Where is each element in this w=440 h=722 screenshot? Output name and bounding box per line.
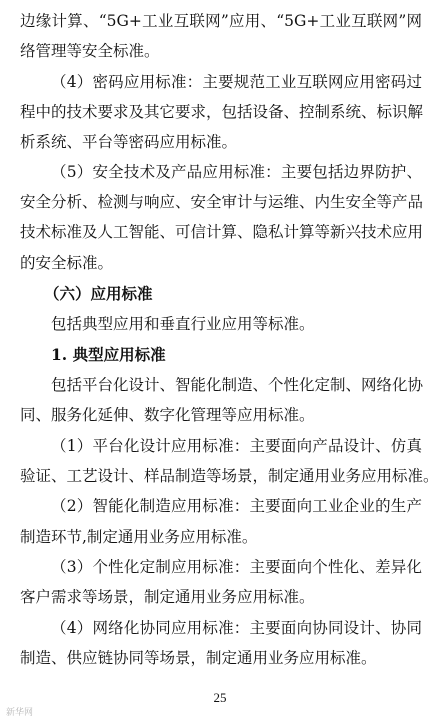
text-line: 络管理等安全标准。 <box>20 42 160 60</box>
text-line: 包括典型应用和垂直行业应用等标准。 <box>51 315 315 333</box>
text-line: 程中的技术要求及其它要求，包括设备、控制系统、标识解 <box>20 103 424 121</box>
text-line: （2）智能化制造应用标准：主要面向工业企业的生产 <box>51 497 422 515</box>
text-line: 制造环节,制定通用业务应用标准。 <box>20 528 258 546</box>
text-line: 包括平台化设计、智能化制造、个性化定制、网络化协 <box>51 376 424 394</box>
text-line: （1）平台化设计应用标准：主要面向产品设计、仿真 <box>51 437 422 455</box>
text-line: （4）网络化协同应用标准：主要面向协同设计、协同 <box>51 619 422 637</box>
text-line: 析系统、平台等密码应用标准。 <box>20 133 238 151</box>
text-line: 的安全标准。 <box>20 254 114 272</box>
text-line: 同、服务化延伸、数字化管理等应用标准。 <box>20 406 315 424</box>
text-line: 验证、工艺设计、样品制造等场景，制定通用业务应用标准。 <box>20 467 439 485</box>
text-line: （4）密码应用标准：主要规范工业互联网应用密码过 <box>51 73 422 91</box>
text-line: 技术标准及人工智能、可信计算、隐私计算等新兴技术应用 <box>20 223 424 241</box>
text-line: （5）安全技术及产品应用标准：主要包括边界防护、 <box>51 163 422 181</box>
subsection-heading: 1. 典型应用标准 <box>51 345 166 364</box>
watermark-logo: 新华网 <box>6 708 34 718</box>
text-line: 安全分析、检测与响应、安全审计与运维、内生安全等产品 <box>20 193 424 211</box>
section-heading: （六）应用标准 <box>44 284 153 303</box>
text-line: 边缘计算、“5G+工业互联网”应用、“5G+工业互联网”网 <box>20 12 422 30</box>
text-line: 制造、供应链协同等场景，制定通用业务应用标准。 <box>20 649 377 667</box>
text-line: 客户需求等场景，制定通用业务应用标准。 <box>20 588 315 606</box>
page-number: 25 <box>213 690 227 705</box>
text-line: （3）个性化定制应用标准：主要面向个性化、差异化 <box>51 558 422 576</box>
